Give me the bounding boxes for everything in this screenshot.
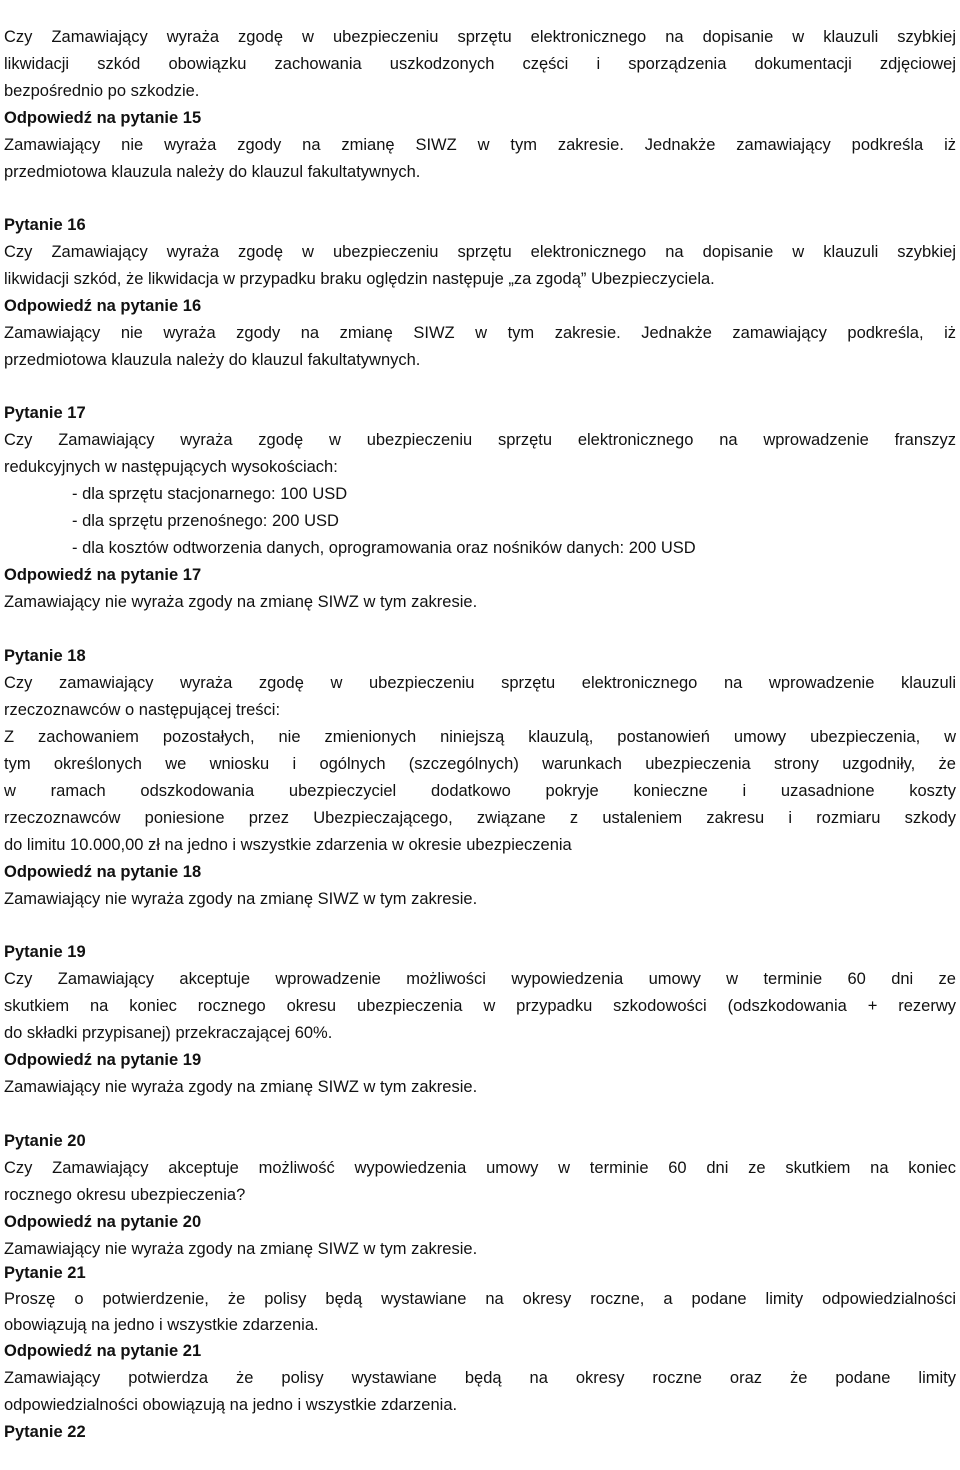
q18-text-line-3: Z zachowaniem pozostałych, nie zmienionych niniejszą klauzulą, postanowień umowy ubezpieczenia, w [4, 728, 956, 746]
q15-text-line-2: likwidacji szkód obowiązku zachowania uszkodzonych części i sporządzenia dokumentacji zdjęciowej [4, 55, 956, 73]
a18-text: Zamawiający nie wyraża zgody na zmianę SIWZ w tym zakresie. [4, 890, 478, 908]
q21-text-line-1: Proszę o potwierdzenie, że polisy będą wystawiane na okresy roczne, a podane limity odpowiedzialności [4, 1290, 956, 1308]
q19-text-line-2: skutkiem na koniec rocznego okresu ubezpieczenia w przypadku szkodowości (odszkodowania + rezerwy [4, 997, 956, 1015]
a15-text-line-1: Zamawiający nie wyraża zgody na zmianę SIWZ w tym zakresie. Jednakże zamawiający podkreśla iż [4, 136, 956, 154]
q18-text-line-5: w ramach odszkodowania ubezpieczyciel dodatkowo pokryje konieczne i uzasadnione koszty [4, 782, 956, 800]
a15-text-line-2: przedmiotowa klauzula należy do klauzul fakultatywnych. [4, 163, 421, 181]
q19-heading: Pytanie 19 [4, 943, 86, 961]
q17-text-line-2: redukcyjnych w następujących wysokościach: [4, 458, 338, 476]
a16-heading: Odpowiedź na pytanie 16 [4, 297, 202, 315]
a15-heading: Odpowiedź na pytanie 15 [4, 109, 202, 127]
q17-text-line-1: Czy Zamawiający wyraża zgodę w ubezpieczeniu sprzętu elektronicznego na wprowadzenie franszyz [4, 431, 956, 449]
q16-text-line-2: likwidacji szkód, że likwidacja w przypadku braku oględzin następuje „za zgodą” Ubezpieczyciela. [4, 270, 715, 288]
a16-text-line-2: przedmiotowa klauzula należy do klauzul fakultatywnych. [4, 351, 421, 369]
q18-text-line-6: rzeczoznawców poniesione przez Ubezpieczającego, związane z ustaleniem zakresu i rozmiaru szkody [4, 809, 956, 827]
a20-text: Zamawiający nie wyraża zgody na zmianę SIWZ w tym zakresie. [4, 1240, 478, 1258]
q18-text-line-4: tym określonych we wniosku i ogólnych (szczególnych) warunkach ubezpieczenia strony uzgodniły, że [4, 755, 956, 773]
q21-heading: Pytanie 21 [4, 1264, 86, 1282]
a18-heading: Odpowiedź na pytanie 18 [4, 863, 202, 881]
q17-list-item-1: - dla sprzętu stacjonarnego: 100 USD [72, 485, 348, 503]
q17-list-item-2: - dla sprzętu przenośnego: 200 USD [72, 512, 339, 530]
q17-heading: Pytanie 17 [4, 404, 86, 422]
q18-heading: Pytanie 18 [4, 647, 86, 665]
q20-text-line-1: Czy Zamawiający akceptuje możliwość wypowiedzenia umowy w terminie 60 dni ze skutkiem na koniec [4, 1159, 956, 1177]
a21-heading: Odpowiedź na pytanie 21 [4, 1342, 202, 1360]
q20-text-line-2: rocznego okresu ubezpieczenia? [4, 1186, 246, 1204]
q15-text-line-1: Czy Zamawiający wyraża zgodę w ubezpieczeniu sprzętu elektronicznego na dopisanie w klauzuli szybkiej [4, 28, 956, 46]
q16-text-line-1: Czy Zamawiający wyraża zgodę w ubezpieczeniu sprzętu elektronicznego na dopisanie w klauzuli szybkiej [4, 243, 956, 261]
a21-text-line-2: odpowiedzialności obowiązują na jedno i wszystkie zdarzenia. [4, 1396, 458, 1414]
a16-text-line-1: Zamawiający nie wyraża zgody na zmianę SIWZ w tym zakresie. Jednakże zamawiający podkreśla, iż [4, 324, 956, 342]
q16-heading: Pytanie 16 [4, 216, 86, 234]
a17-text: Zamawiający nie wyraża zgody na zmianę SIWZ w tym zakresie. [4, 593, 478, 611]
q20-heading: Pytanie 20 [4, 1132, 86, 1150]
a20-heading: Odpowiedź na pytanie 20 [4, 1213, 202, 1231]
a17-heading: Odpowiedź na pytanie 17 [4, 566, 202, 584]
q18-text-line-2: rzeczoznawców o następującej treści: [4, 701, 281, 719]
q18-text-line-1: Czy zamawiający wyraża zgodę w ubezpieczeniu sprzętu elektronicznego na wprowadzenie klauzuli [4, 674, 956, 692]
a21-text-line-1: Zamawiający potwierdza że polisy wystawiane będą na okresy roczne oraz że podane limity [4, 1369, 956, 1387]
q17-list-item-3: - dla kosztów odtworzenia danych, oprogramowania oraz nośników danych: 200 USD [72, 539, 696, 557]
a19-text: Zamawiający nie wyraża zgody na zmianę SIWZ w tym zakresie. [4, 1078, 478, 1096]
q19-text-line-1: Czy Zamawiający akceptuje wprowadzenie możliwości wypowiedzenia umowy w terminie 60 dni ze [4, 970, 956, 988]
q15-text-line-3: bezpośrednio po szkodzie. [4, 82, 200, 100]
a19-heading: Odpowiedź na pytanie 19 [4, 1051, 202, 1069]
q22-heading: Pytanie 22 [4, 1423, 86, 1441]
q22-heading-offpage [4, 1448, 956, 1470]
q18-text-line-7: do limitu 10.000,00 zł na jedno i wszystkie zdarzenia w okresie ubezpieczenia [4, 836, 572, 854]
q21-text-line-2: obowiązują na jedno i wszystkie zdarzenia. [4, 1316, 319, 1334]
q19-text-line-3: do składki przypisanej) przekraczającej 60%. [4, 1024, 333, 1042]
